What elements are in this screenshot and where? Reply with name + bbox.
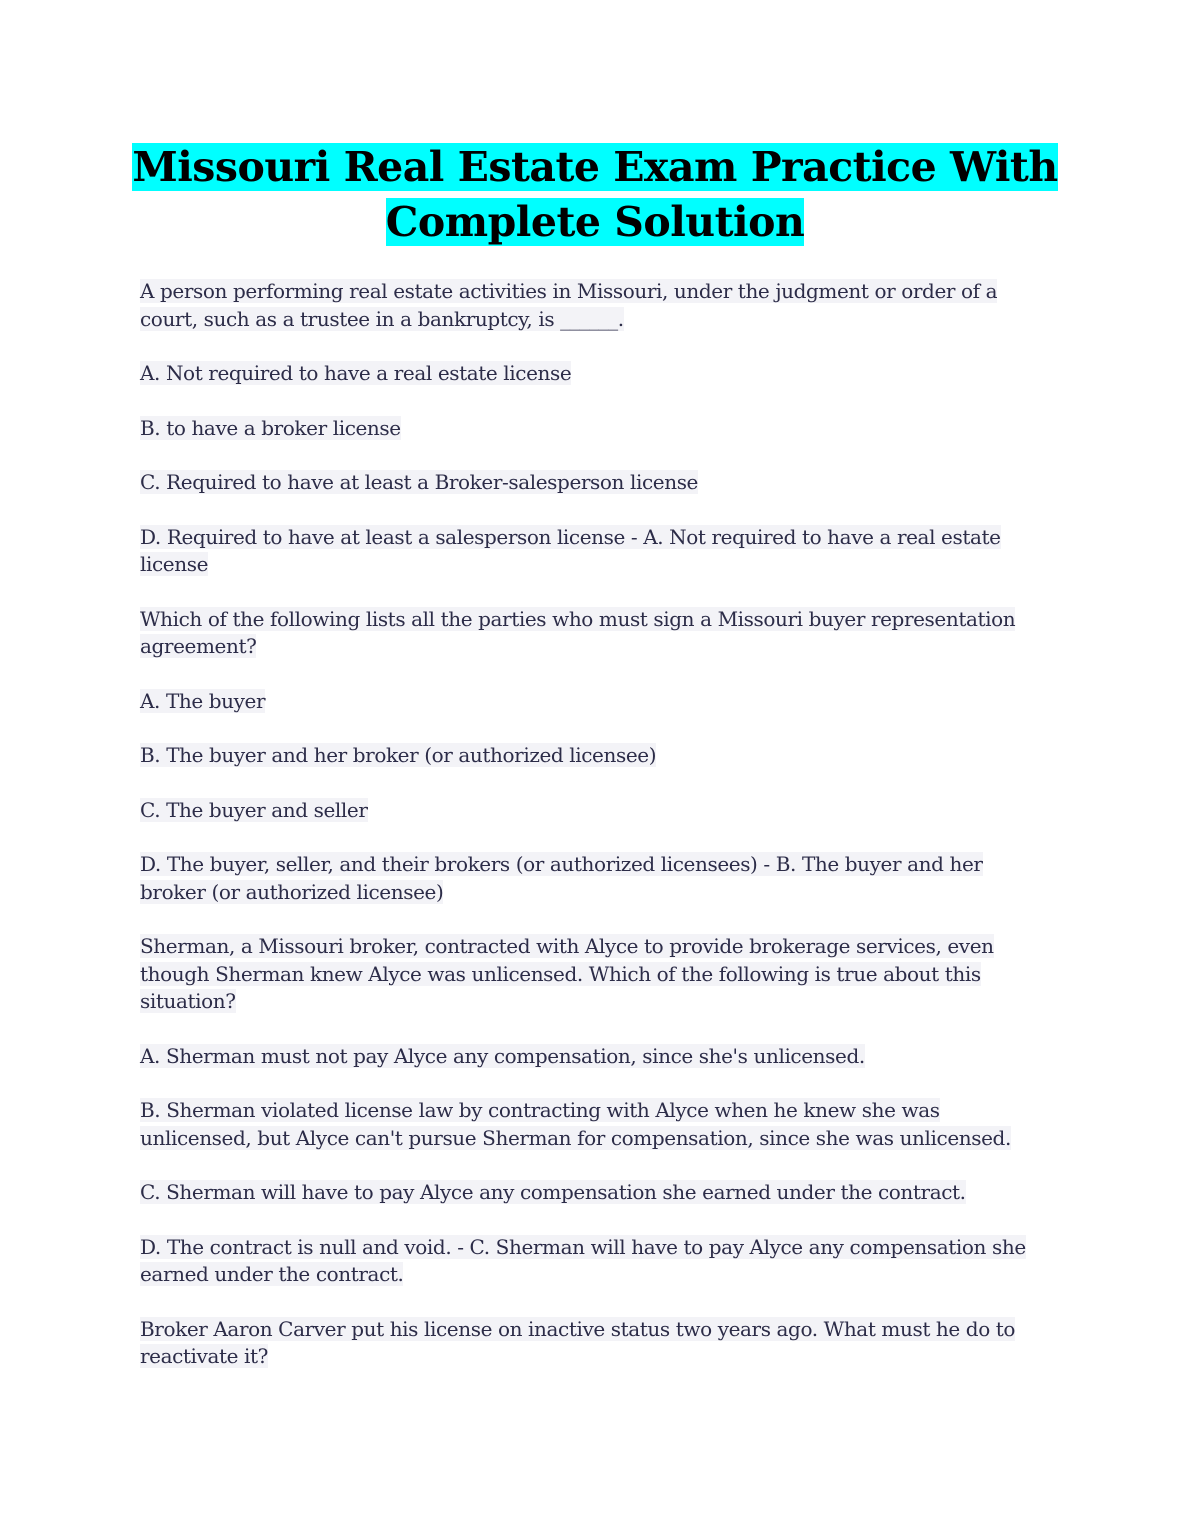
answer-option: B. Sherman violated license law by contracting with Alyce when he knew she was unlicensed, but Alyce can't pursue Sherman for compensation, since she was unlicensed.	[140, 1098, 1011, 1150]
question-text: A person performing real estate activities in Missouri, under the judgment or order of a court, such as a trustee in a bankruptcy, is ______.	[140, 279, 998, 331]
answer-option: A. The buyer	[140, 688, 266, 713]
answer-option: A. Not required to have a real estate license	[140, 361, 572, 385]
answer-option: B. to have a broker license	[140, 415, 401, 440]
answer-option: C. Required to have at least a Broker-salesperson license	[140, 470, 698, 494]
question-text: Broker Aaron Carver put his license on inactive status two years ago. What must he do to reactivate it?	[140, 1316, 1016, 1368]
question-list	[140, 278, 1040, 1398]
title-block	[60, 140, 1130, 250]
answer-option: B. The buyer and her broker (or authorized licensee)	[140, 743, 657, 767]
answer-option: C. The buyer and seller	[140, 797, 368, 822]
answer-option: A. Sherman must not pay Alyce any compensation, since she's unlicensed.	[140, 1043, 865, 1068]
answer-option: C. Sherman will have to pay Alyce any compensation she earned under the contract.	[140, 1180, 966, 1204]
answer-option-with-solution: D. The buyer, seller, and their brokers (or authorized licensees) - B. The buyer and her broker (or authorized licensee)	[140, 852, 983, 904]
question-text: Which of the following lists all the parties who must sign a Missouri buyer representation agreement?	[140, 606, 1016, 658]
question-text: Sherman, a Missouri broker, contracted with Alyce to provide brokerage services, even though Sherman knew Alyce was unlicensed. Which of the following is true about this situation?	[140, 934, 994, 1013]
answer-option-with-solution: D. The contract is null and void. - C. Sherman will have to pay Alyce any compensation she earned under the contract.	[140, 1234, 1026, 1286]
page-title: Missouri Real Estate Exam Practice With Complete Solution	[132, 143, 1058, 246]
answer-option-with-solution: D. Required to have at least a salesperson license - A. Not required to have a real estate license	[140, 524, 1001, 576]
